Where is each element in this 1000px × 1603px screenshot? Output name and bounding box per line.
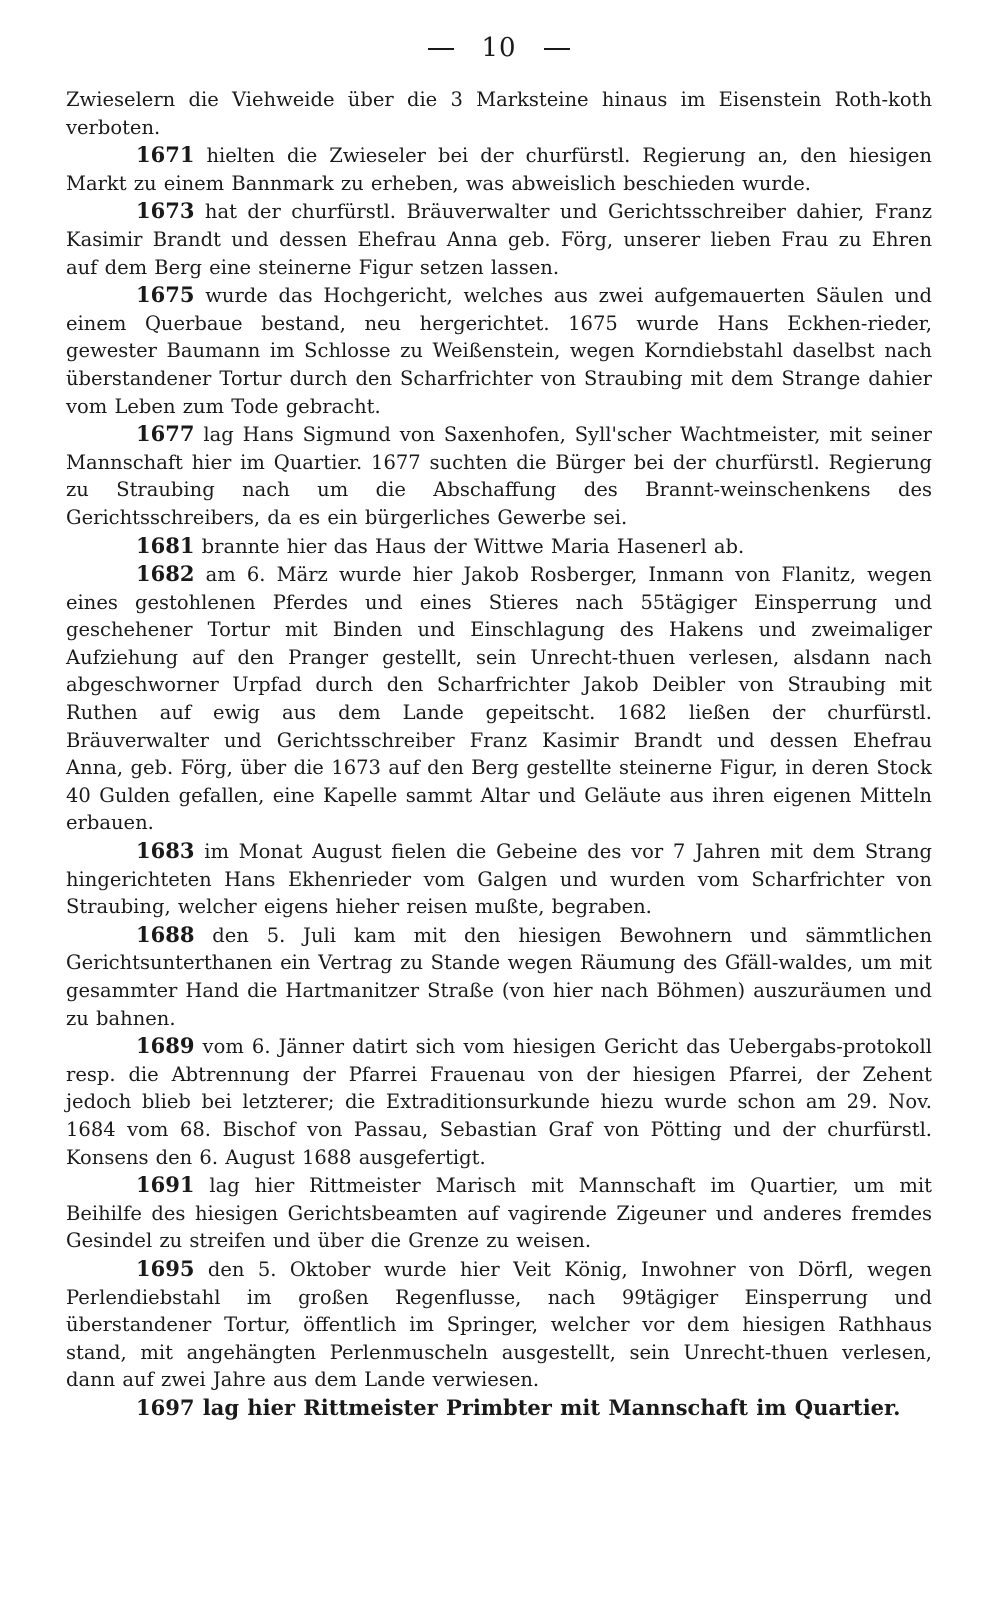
paragraph-text: den 5. Oktober wurde hier Veit König, Inwohner von Dörfl, wegen Perlendiebstahl im großen Regenflusse, nach 99tägiger Einsperrung und überstandener Tortur, öffentlich im Springer, welcher vor dem hiesigen Rathhaus stand, mit angehängten Perlenmuscheln ausgestellt, sein Unrecht-thuen verlesen, dann auf zwei Jahre aus dem Lande verwiesen. [66, 1257, 932, 1392]
year-label: 1671 [136, 142, 195, 168]
paragraph-1682 [66, 560, 932, 837]
paragraph-text: hielten die Zwieseler bei der churfürstl. Regierung an, den hiesigen Markt zu einem Bannmark zu erheben, was abweislich beschieden wurde. [66, 144, 932, 195]
year-label: 1689 [136, 1033, 195, 1059]
paragraph-text: wurde das Hochgericht, welches aus zwei aufgemauerten Säulen und einem Querbaue bestand, neu hergerichtet. 1675 wurde Hans Eckhen-rieder, gewester Baumann im Schlosse zu Weißenstein, wegen Korndiebstahl daselbst nach überstandener Tortur durch den Scharfrichter von Straubing mit dem Strange dahier vom Leben zum Tode gebracht. [66, 284, 932, 418]
year-label: 1677 [136, 421, 195, 447]
page-header [66, 28, 932, 68]
paragraph-text: vom 6. Jänner datirt sich vom hiesigen Gericht das Uebergabs-protokoll resp. die Abtrennung der Pfarrei Frauenau von der hiesigen Pfarrei, der Zehent jedoch blieb bei letzterer; die Extraditionsurkunde hiezu wurde schon am 29. Nov. 1684 vom 68. Bischof von Passau, Sebastian Graf von Pötting und der churfürstl. Konsens den 6. August 1688 ausgefertigt. [66, 1035, 932, 1169]
paragraph-text: brannte hier das Haus der Wittwe Maria Hasenerl ab. [194, 534, 745, 558]
paragraph-1681 [66, 532, 932, 561]
paragraph-1675 [66, 281, 932, 420]
year-label: 1683 [136, 838, 195, 864]
year-label: 1691 [136, 1172, 195, 1198]
paragraph-1695 [66, 1255, 932, 1394]
header-dash-right [544, 48, 570, 50]
paragraph-text: lag hier Rittmeister Marisch mit Mannschaft im Quartier, um mit Beihilfe des hiesigen Gerichtsbeamten auf vagirende Zigeuner und anderes fremdes Gesindel zu streifen und über die Grenze zu weisen. [66, 1174, 932, 1253]
year-label: 1675 [136, 282, 195, 308]
paragraph-text: lag Hans Sigmund von Saxenhofen, Syll'scher Wachtmeister, mit seiner Mannschaft hier im Quartier. 1677 suchten die Bürger bei der churfürstl. Regierung zu Straubing nach um die Abschaffung des Brannt-weinschenkens des Gerichtsschreibers, da es ein bürgerliches Gewerbe sei. [66, 423, 932, 529]
paragraph-1697-final: 1697 lag hier Rittmeister Primbter mit Mannschaft im Quartier. [136, 1394, 901, 1420]
year-label: 1688 [136, 921, 195, 947]
year-label: 1682 [136, 561, 195, 587]
paragraph-1683 [66, 837, 932, 921]
paragraph-1691 [66, 1171, 932, 1255]
year-label: 1673 [136, 198, 195, 224]
paragraph-1673 [66, 197, 932, 281]
paragraph-text: Zwieselern die Viehweide über die 3 Marksteine hinaus im Eisenstein Roth-koth verboten. [66, 88, 932, 139]
body-text [66, 86, 932, 1422]
paragraph-continuation [66, 86, 932, 141]
page-number: 10 [481, 33, 517, 63]
year-label: 1681 [136, 532, 195, 558]
header-dash-left [428, 48, 454, 50]
paragraph-1677 [66, 420, 932, 531]
paragraph-text: hat der churfürstl. Bräuverwalter und Gerichtsschreiber dahier, Franz Kasimir Brandt und dessen Ehefrau Anna geb. Förg, unserer lieben Frau zu Ehren auf dem Berg eine steinerne Figur setzen lassen. [66, 200, 932, 279]
paragraph-text: im Monat August fielen die Gebeine des vor 7 Jahren mit dem Strang hingerichteten Hans Ekhenrieder vom Galgen und wurden vom Scharfrichter von Straubing, welcher eigens hieher reisen mußte, begraben. [66, 840, 932, 919]
paragraph-text: am 6. März wurde hier Jakob Rosberger, Inmann von Flanitz, wegen eines gestohlenen Pferdes und eines Stieres nach 55tägiger Einsperrung und geschehener Tortur mit Binden und Einschlagung des Hakens und zweimaliger Aufziehung auf den Pranger gestellt, sein Unrecht-thuen verlesen, alsdann nach abgeschworner Urpfad durch den Scharfrichter Jakob Deibler von Straubing mit Ruthen auf ewig aus dem Lande gepeitscht. 1682 ließen der churfürstl. Bräuverwalter und Gerichtsschreiber Franz Kasimir Brandt und dessen Ehefrau Anna, geb. Förg, über die 1673 auf den Berg gestellte steinerne Figur, in deren Stock 40 Gulden gefallen, eine Kapelle sammt Altar und Geläute aus ihren eigenen Mitteln erbauen. [66, 563, 932, 835]
year-label: 1695 [136, 1255, 195, 1281]
paragraph-text: den 5. Juli kam mit den hiesigen Bewohnern und sämmtlichen Gerichtsunterthanen ein Vertrag zu Stande wegen Räumung des Gfäll-waldes, um mit gesammter Hand die Hartmanitzer Straße (von hier nach Böhmen) auszuräumen und zu bahnen. [66, 923, 932, 1030]
paragraph-1689 [66, 1032, 932, 1171]
paragraph-1688 [66, 921, 932, 1032]
paragraph-1671 [66, 141, 932, 197]
